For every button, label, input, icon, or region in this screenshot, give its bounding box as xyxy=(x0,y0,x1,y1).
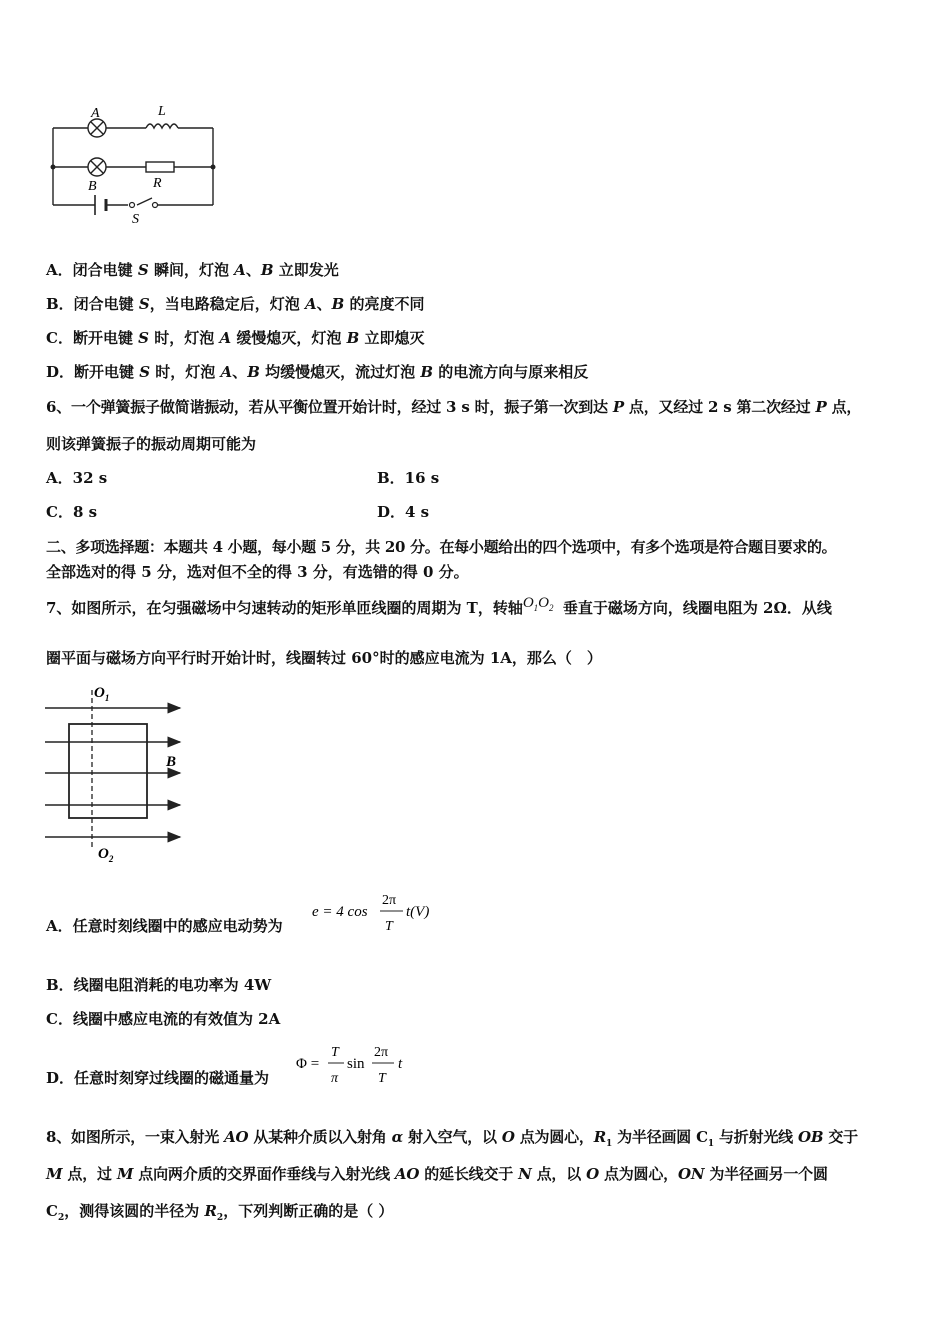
q6-option-a: A．32 s xyxy=(46,469,108,487)
label-a: A xyxy=(91,106,100,121)
q5-option-a: A．闭合电键 S 瞬间，灯泡 A、B 立即发光 xyxy=(46,261,339,279)
svg-text:e = 4 cos: e = 4 cos xyxy=(312,904,368,920)
q8-stem-line2: M 点，过 M 点向两介质的交界面作垂线与入射光线 AO 的延长线交于 N 点，以 O 点为圆心，ON 为半径画另一个圆 xyxy=(46,1165,828,1183)
resistor-icon xyxy=(146,162,174,172)
q6-stem-line2: 则该弹簧振子的振动周期可能为 xyxy=(46,435,257,453)
axis-o1-label: $O_1$ xyxy=(94,685,110,703)
axis-o2-label: $O_2$ xyxy=(98,846,114,864)
svg-text:T: T xyxy=(331,1045,339,1060)
q8-stem-line3: $C_2$，测得该圆的半径为 $R_2$，下列判断正确的是（ ） xyxy=(46,1202,394,1223)
svg-text:T: T xyxy=(385,919,393,934)
q7-option-d-formula xyxy=(294,1041,414,1089)
svg-text:t: t xyxy=(398,1056,403,1072)
label-s: S xyxy=(132,212,139,225)
svg-text:T: T xyxy=(378,1071,386,1086)
inductor-icon xyxy=(146,124,178,128)
lamp-a-icon xyxy=(88,119,106,137)
q5-option-d: D．断开电键 S 时，灯泡 A、B 均缓慢熄灭，流过灯泡 B 的电流方向与原来相反 xyxy=(46,363,589,381)
svg-text:2π: 2π xyxy=(374,1045,389,1060)
field-b-label: B xyxy=(166,754,177,770)
coil-rectangle xyxy=(69,724,147,818)
q5-option-b: B．闭合电键 S，当电路稳定后，灯泡 A、B 的亮度不同 xyxy=(46,295,425,313)
label-r: R xyxy=(153,176,162,191)
q7-option-a-formula xyxy=(310,889,445,937)
q7-option-b: B．线圈电阻消耗的电功率为 4W xyxy=(46,976,272,994)
q7-option-d: D．任意时刻穿过线圈的磁通量为 xyxy=(46,1069,270,1087)
q5-option-c: C．断开电键 S 时，灯泡 A 缓慢熄灭，灯泡 B 立即熄灭 xyxy=(46,329,425,347)
q6-option-b: B．16 s xyxy=(377,469,440,487)
battery-icon xyxy=(95,195,106,215)
label-b: B xyxy=(88,179,97,194)
svg-text:2π: 2π xyxy=(382,893,397,908)
section2-line2: 全部选对的得 5 分，选对但不全的得 3 分，有选错的得 0 分。 xyxy=(46,563,469,581)
svg-text:Φ =: Φ = xyxy=(296,1056,320,1072)
svg-text:sin: sin xyxy=(347,1056,365,1072)
q7-option-c: C．线圈中感应电流的有效值为 2A xyxy=(46,1010,281,1028)
svg-text:t(V): t(V) xyxy=(406,904,430,920)
label-l: L xyxy=(158,104,166,119)
circuit-diagram xyxy=(40,95,230,225)
magnetic-field-figure xyxy=(40,682,200,867)
q6-stem-line1: 6、一个弹簧振子做简谐振动，若从平衡位置开始计时，经过 3 s 时，振子第一次到达 P 点，又经过 2 s 第二次经过 P 点， xyxy=(46,398,862,416)
q7-option-a: A．任意时刻线圈中的感应电动势为 xyxy=(46,917,283,935)
lamp-b-icon xyxy=(88,158,106,176)
svg-text:π: π xyxy=(331,1071,339,1086)
q7-stem-line2: 圈平面与磁场方向平行时开始计时，线圈转过 60°时的感应电流为 1A，那么（ ） xyxy=(46,649,602,667)
q7-stem-line1: 7、如图所示，在匀强磁场中匀速转动的矩形单匝线圈的周期为 T，转轴$O_1O_2$ 垂直于磁场方向，线圈电阻为 2Ω．从线 xyxy=(46,595,832,617)
q6-option-d: D．4 s xyxy=(377,503,430,521)
q6-option-c: C．8 s xyxy=(46,503,98,521)
section2-line1: 二、多项选择题：本题共 4 小题，每小题 5 分，共 20 分。在每小题给出的四个选项中，有多个选项是符合题目要求的。 xyxy=(46,538,837,556)
switch-icon xyxy=(130,203,158,208)
q8-stem-line1: 8、如图所示，一束入射光 AO 从某种介质以入射角 α 射入空气，以 O 点为圆心，$R_1$ 为半径画圆 $C_1$ 与折射光线 OB 交于 xyxy=(46,1128,858,1149)
